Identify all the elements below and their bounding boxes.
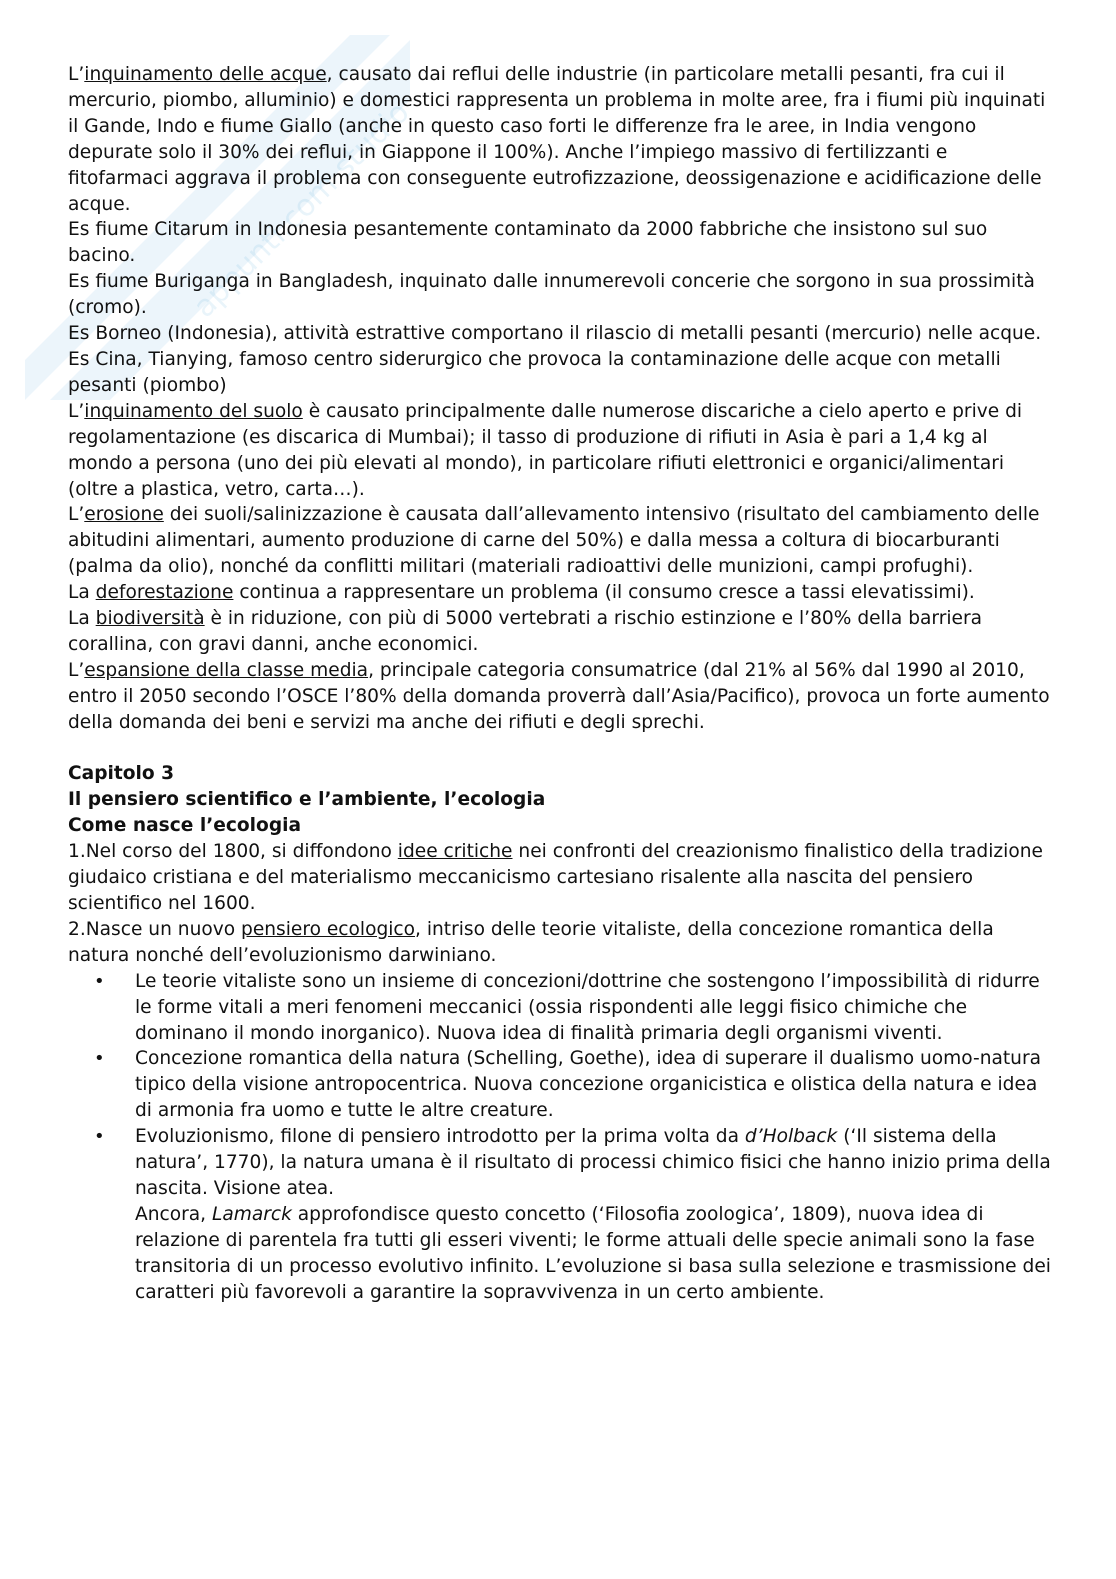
term-biodiversity: biodiversità [95,608,205,630]
paragraph-deforestation: La deforestazione continua a rappresentare un problema (il consumo cresce a tassi elevatissimi). [68,582,975,604]
list-item-text: Le teorie vitaliste sono un insieme di concezioni/dottrine che sostengono l’impossibilità di ridurre le forme vitali a meri fenomeni meccanici (ossia rispondenti alle leggi fisico chimiche che dominano il mondo inorganico). Nuova idea di finalità primaria degli organismi viventi. [135,970,1040,1044]
example-citarum: Es fiume Citarum in Indonesia pesantemente contaminato da 2000 fabbriche che insistono sul suo bacino. [68,219,988,267]
example-tianying: Es Cina, Tianying, famoso centro siderurgico che provoca la contaminazione delle acque con metalli pesanti (piombo) [68,348,1001,396]
example-borneo: Es Borneo (Indonesia), attività estrattive comportano il rilascio di metalli pesanti (mercurio) nelle acque. [68,323,1042,345]
list-item-text: Concezione romantica della natura (Schelling, Goethe), idea di superare il dualismo uomo-natura tipico della visione antropocentrica. Nuova concezione organicistica e olistica della natura e idea di armonia fra uomo e tutte le altre creature. [135,1048,1042,1122]
term-erosion: erosione [84,504,164,526]
term-water-pollution: inquinamento delle acque [84,64,327,85]
list-item [68,1046,1053,1124]
document-page [68,62,1053,1305]
term-ecological-thought: pensiero ecologico [241,918,416,940]
author-name: d’Holback [744,1126,838,1148]
section-heading: Come nasce l’ecologia [68,815,302,837]
watermark-text: appunti.com studio [186,94,417,325]
list-item [68,1124,1053,1305]
bullet-icon: • [94,1048,105,1070]
term-soil-pollution: inquinamento del suolo [84,400,303,422]
term-deforestation: deforestazione [95,582,234,604]
paragraph-biodiversity: La biodiversità è in riduzione, con più di 5000 vertebrati a rischio estinzione e l’80% della barriera corallina, con gravi danni, anche economici. [68,608,982,655]
paragraph-water-pollution: L’inquinamento delle acque, causato dai reflui delle industrie (in particolare metalli pesanti, fra cui il mercurio, piombo, alluminio) e domestici rappresenta un problema in molte aree, fra i fiumi più inquinati il Gande, Indo e fiume Giallo (anche in questo caso forti le differenze fra le aree, in India vengono depurate solo il 30% dei reflui, in Giappone il 100%). Anche l’impiego massivo di fertilizzanti e fitofarmaci aggrava il problema con conseguente eutrofizzazione, deossigenazione e acidificazione delle acque. [68,64,1046,215]
bullet-icon: • [94,1126,105,1148]
example-buriganga: Es fiume Buriganga in Bangladesh, inquinato dalle innumerevoli concerie che sorgono in sua prossimità (cromo). [68,271,1035,319]
term-middle-class: espansione della classe media [84,659,369,681]
numbered-point-2: 2.Nasce un nuovo pensiero ecologico, intriso delle teorie vitaliste, della concezione romantica della natura nonché dell’evoluzionismo darwiniano. [68,918,994,966]
chapter-title: Capitolo 3 [68,763,175,785]
paragraph-soil-pollution: L’inquinamento del suolo è causato principalmente dalle numerose discariche a cielo aperto e prive di regolamentazione (es discarica di Mumbai); il tasso di produzione di rifiuti in Asia è pari a 1,4 kg al mondo a persona (uno dei più elevati al mondo), in particolare rifiuti elettronici e organici/alimentari (oltre a plastica, vetro, carta…). [68,400,1023,500]
author-name: Lamarck [211,1203,292,1225]
paragraph-erosion: L’erosione dei suoli/salinizzazione è causata dall’allevamento intensivo (risultato del cambiamento delle abitudini alimentari, aumento produzione di carne del 50%) e dalla messa a coltura di biocarburanti (palma da olio), nonché da conflitti militari (materiali radioattivi delle munizioni, campi profughi). [68,504,1040,578]
list-item [68,969,1053,1047]
paragraph-middle-class: L’espansione della classe media, principale categoria consumatrice (dal 21% al 56% dal 1990 al 2010, entro il 2050 secondo l’OSCE l’80% della domanda proverrà dall’Asia/Pacifico), provoca un forte aumento della domanda dei beni e servizi ma anche dei rifiuti e degli sprechi. [68,659,1050,733]
term-critical-ideas: idee critiche [397,841,513,863]
spacer [68,736,1053,762]
numbered-point-1: 1.Nel corso del 1800, si diffondono idee critiche nei confronti del creazionismo finalistico della tradizione giudaico cristiana e del materialismo meccanicismo cartesiano risalente alla nascita del pensiero scientifico nel 1600. [68,841,1043,914]
bullet-icon: • [94,970,105,992]
list-item-text: Evoluzionismo, filone di pensiero introdotto per la prima volta da d’Holback (‘Il sistema della natura’, 1770), la natura umana è il risultato di processi chimico fisici che hanno inizio prima della nascita. Visione atea. Ancora, Lamarck approfondisce questo concetto (‘Filosofia zoologica’, 1809), nuova idea di relazione di parentela fra tutti gli esseri viventi; le forme attuali delle specie animali sono la fase transitoria di un processo evolutivo infinito. L’evoluzione si basa sulla selezione e trasmissione dei caratteri più favorevoli a garantire la sopravvivenza in un certo ambiente. [135,1126,1051,1303]
bullet-list [68,969,1053,1306]
chapter-subtitle: Il pensiero scientifico e l’ambiente, l’ecologia [68,789,546,811]
